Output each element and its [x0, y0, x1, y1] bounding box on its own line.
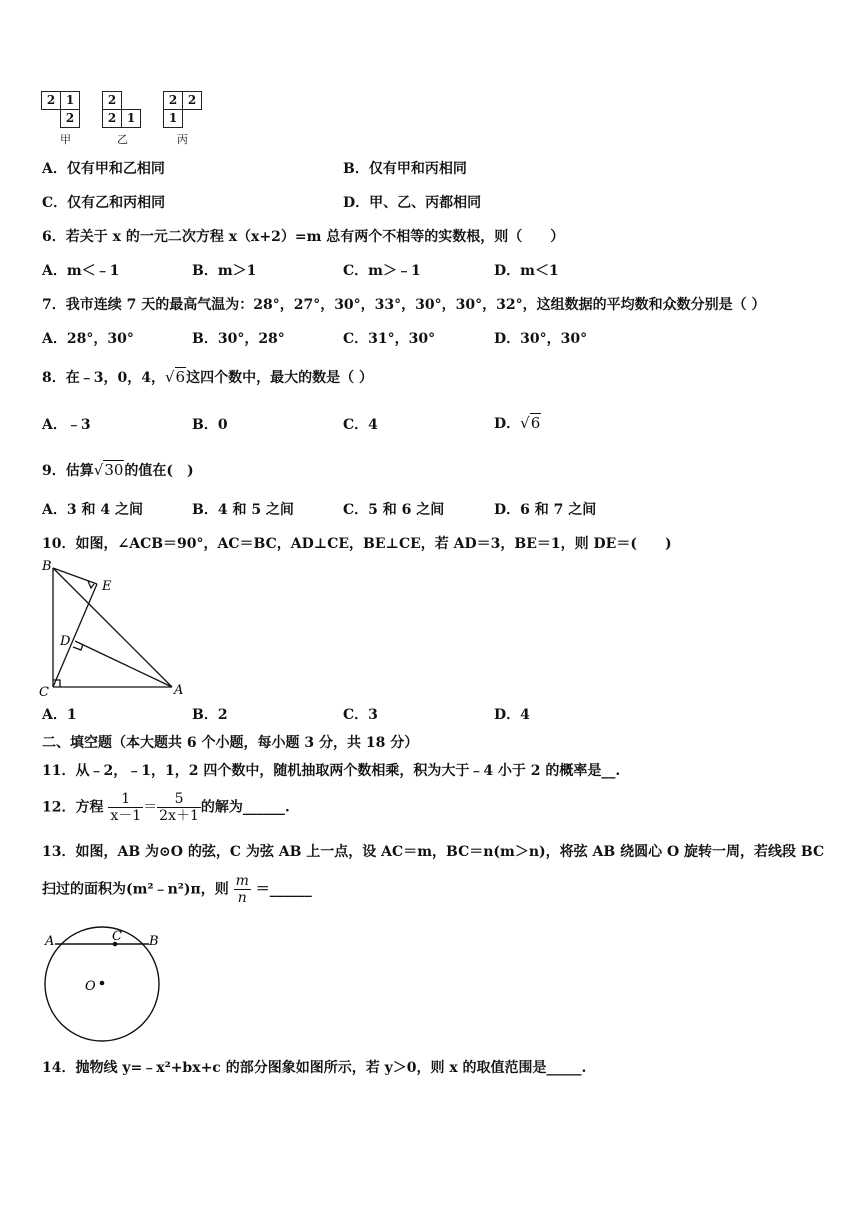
label-d: D	[60, 634, 71, 649]
q9-option-c: C．5 和 6 之间	[343, 502, 445, 518]
q8-stem-pre: 8．在﹣3，0，4，	[42, 370, 165, 386]
q8-stem-post: 这四个数中，最大的数是（ ）	[186, 370, 373, 386]
q10-triangle-figure	[36, 556, 196, 698]
grid-cell: 2	[182, 91, 202, 110]
radicand: 6	[175, 368, 186, 386]
label-c: C	[39, 685, 49, 698]
q6-option-c: C．m＞﹣1	[343, 263, 421, 279]
q5-option-d: D．甲、乙、丙都相同	[343, 195, 482, 211]
grid-cell: 2	[102, 109, 122, 128]
fraction-denominator: n	[237, 890, 247, 906]
fraction-numerator: m	[235, 873, 249, 889]
q7-option-a: A．28°，30°	[42, 331, 134, 347]
grid-cell: 2	[41, 91, 61, 110]
q7-option-c: C．31°，30°	[343, 331, 436, 347]
q8-option-a: A．﹣3	[42, 417, 91, 433]
label-bing: 丙	[177, 133, 188, 146]
q10-option-a: A．1	[42, 707, 77, 723]
q8-option-b: B．0	[192, 417, 228, 433]
label-a: A	[45, 934, 55, 949]
grid-cell: 1	[121, 109, 141, 128]
fraction	[157, 791, 201, 824]
q8-option-c: C．4	[343, 417, 378, 433]
q8-stem	[42, 368, 373, 387]
q5-option-b: B．仅有甲和丙相同	[343, 161, 467, 177]
label-e: E	[102, 579, 112, 594]
q12-post: 的解为______.	[200, 799, 290, 816]
q5-option-c: C．仅有乙和丙相同	[42, 195, 166, 211]
q8-option-d	[494, 414, 541, 433]
q6-option-d: D．m＜1	[494, 263, 559, 279]
section2-title: 二、填空题（本大题共 6 个小题，每小题 3 分，共 18 分）	[42, 735, 419, 751]
fraction	[108, 791, 143, 824]
grid-cell: 2	[163, 91, 183, 110]
q7-option-d: D．30°，30°	[494, 331, 588, 347]
label-b: B	[149, 934, 159, 949]
radicand: 6	[530, 414, 541, 432]
label-b: B	[42, 559, 52, 574]
grid-cell: 1	[163, 109, 183, 128]
grid-cell: 2	[102, 91, 122, 110]
q14-stem: 14．抛物线 y=﹣x²+bx+c 的部分图象如图所示，若 y＞0，则 x 的取值范围是_____.	[42, 1060, 587, 1076]
grid-cell: 1	[60, 91, 80, 110]
label-c: C	[112, 929, 122, 944]
q9-stem-pre: 9．估算	[42, 463, 94, 479]
grid-cell: 2	[60, 109, 80, 128]
q9-option-a: A．3 和 4 之间	[42, 502, 143, 518]
fraction-numerator: 5	[157, 791, 201, 808]
fraction-numerator: 1	[108, 791, 143, 808]
q7-option-b: B．30°，28°	[192, 331, 285, 347]
q9-stem-post: 的值在( )	[124, 463, 194, 479]
label-a: A	[174, 683, 184, 698]
q13-line2-post: ＝______	[255, 881, 312, 898]
q5-option-a: A．仅有甲和乙相同	[42, 161, 165, 177]
fraction	[234, 873, 251, 906]
q12-pre: 12．方程	[42, 799, 104, 816]
radicand: 30	[104, 461, 124, 479]
label-yi: 乙	[117, 133, 128, 146]
q11-stem: 11．从﹣2，﹣1，1，2 四个数中，随机抽取两个数相乘，积为大于﹣4 小于 2 的概率是__.	[42, 763, 621, 779]
q7-stem: 7．我市连续 7 天的最高气温为：28°，27°，30°，33°，30°，30°，32°，这组数据的平均数和众数分别是（ ）	[42, 297, 766, 313]
sqrt-expression: √6	[164, 368, 186, 386]
q13-line2-pre: 扫过的面积为(m²﹣n²)π，则	[42, 881, 229, 898]
label-o: O	[85, 979, 96, 994]
q9-stem	[42, 461, 194, 480]
q6-option-b: B．m＞1	[192, 263, 257, 279]
q6-option-a: A．m＜﹣1	[42, 263, 120, 279]
q13-circle-figure	[38, 926, 168, 1044]
q10-option-c: C．3	[343, 707, 378, 723]
sqrt-expression: √30	[93, 461, 124, 479]
q8-option-d-label: D．	[494, 416, 521, 432]
q10-option-b: B．2	[192, 707, 228, 723]
q13-line1: 13．如图，AB 为⊙O 的弦，C 为弦 AB 上一点，设 AC＝m，BC＝n(m＞n)，将弦 AB 绕圆心 O 旋转一周，若线段 BC	[42, 844, 825, 860]
fraction-denominator: 2x＋1	[159, 808, 199, 824]
sqrt-expression: √6	[520, 414, 541, 432]
q9-option-b: B．4 和 5 之间	[192, 502, 294, 518]
q10-stem: 10．如图，∠ACB＝90°，AC＝BC，AD⊥CE，BE⊥CE，若 AD＝3，BE＝1，则 DE＝( )	[42, 536, 672, 552]
fraction-denominator: x－1	[110, 808, 142, 824]
q9-option-d: D．6 和 7 之间	[494, 502, 597, 518]
q6-stem: 6．若关于 x 的一元二次方程 x（x+2）=m 总有两个不相等的实数根，则（ ）	[42, 229, 565, 245]
q13-line2	[42, 873, 312, 906]
q12-stem	[42, 791, 290, 824]
equals-sign: ＝	[143, 799, 158, 816]
q10-option-d: D．4	[494, 707, 530, 723]
label-jia: 甲	[60, 133, 71, 146]
